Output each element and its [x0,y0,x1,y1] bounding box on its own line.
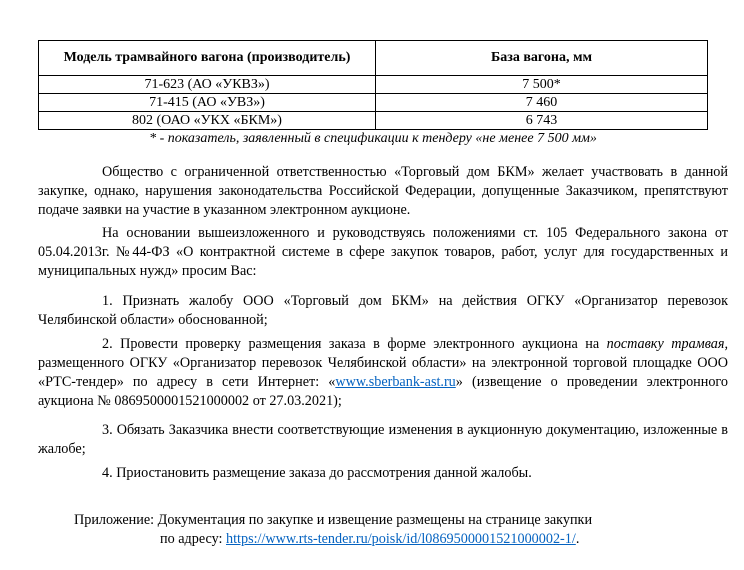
attachment-line-1: Приложение: Документация по закупке и извещение размещены на странице закупки [74,512,593,528]
sberbank-ast-link[interactable]: www.sberbank-ast.ru [335,374,456,390]
table-row [39,76,708,94]
table-header-row [39,41,708,76]
table-row [39,112,708,130]
request-item-3: 3. Обязать Заказчика внести соответствующие изменения в аукционную документацию, изложенные в жалобе; [38,422,728,457]
tram-spec-table [38,40,708,130]
table-cell-base: 7 500* [376,76,708,94]
paragraph-intent: Общество с ограниченной ответственностью «Торговый дом БКМ» желает участвовать в данной закупке, однако, нарушения законодательства Российской Федерации, допущенные Заказчиком, препятствуют подаче заявки на участие в указанном электронном аукционе. [38,164,728,218]
request-item-1: 1. Признать жалобу ООО «Торговый дом БКМ» на действия ОГКУ «Организатор перевозок Челябинской области» обоснованной; [38,293,728,328]
request-item-4: 4. Приостановить размещение заказа до рассмотрения данной жалобы. [102,465,532,481]
paragraph-grounds: На основании вышеизложенного и руководствуясь положениями ст. 105 Федерального закона от 05.04.2013г. №44-ФЗ «О контрактной системе в сфере закупок товаров, работ, услуг для государственных и муниципальных нужд» просим Вас: [38,225,728,279]
request-item-2: 2. Провести проверку размещения заказа в форме электронного аукциона на поставку трамвая, размещенного ОГКУ «Организатор перевозок Челябинской области» на электронной торговой площадке ООО «РТС-тендер» по адресу в сети Интернет: «www.sberbank-ast.ru» (извещение о проведении электронного аукциона № 0869500001521000002 от 27.03.2021); [38,336,729,409]
table-cell-model: 71-623 (АО «УКВЗ») [39,76,376,94]
table-footnote: * - показатель, заявленный в спецификации к тендеру «не менее 7 500 мм» [149,131,597,146]
attachment-note [74,511,674,549]
attachment-line-2: по адресу: https://www.rts-tender.ru/poisk/id/l0869500001521000002-1/. [160,531,580,547]
table-header-base: База вагона, мм [376,41,708,76]
table-header-model: Модель трамвайного вагона (производитель) [39,41,376,76]
table-cell-model: 71-415 (АО «УВЗ») [39,94,376,112]
rts-tender-link[interactable]: https://www.rts-tender.ru/poisk/id/l0869500001521000002-1/ [226,531,576,547]
table-cell-base: 7 460 [376,94,708,112]
table-cell-base: 6 743 [376,112,708,130]
table-cell-model: 802 (ОАО «УКХ «БКМ») [39,112,376,130]
table-row [39,94,708,112]
